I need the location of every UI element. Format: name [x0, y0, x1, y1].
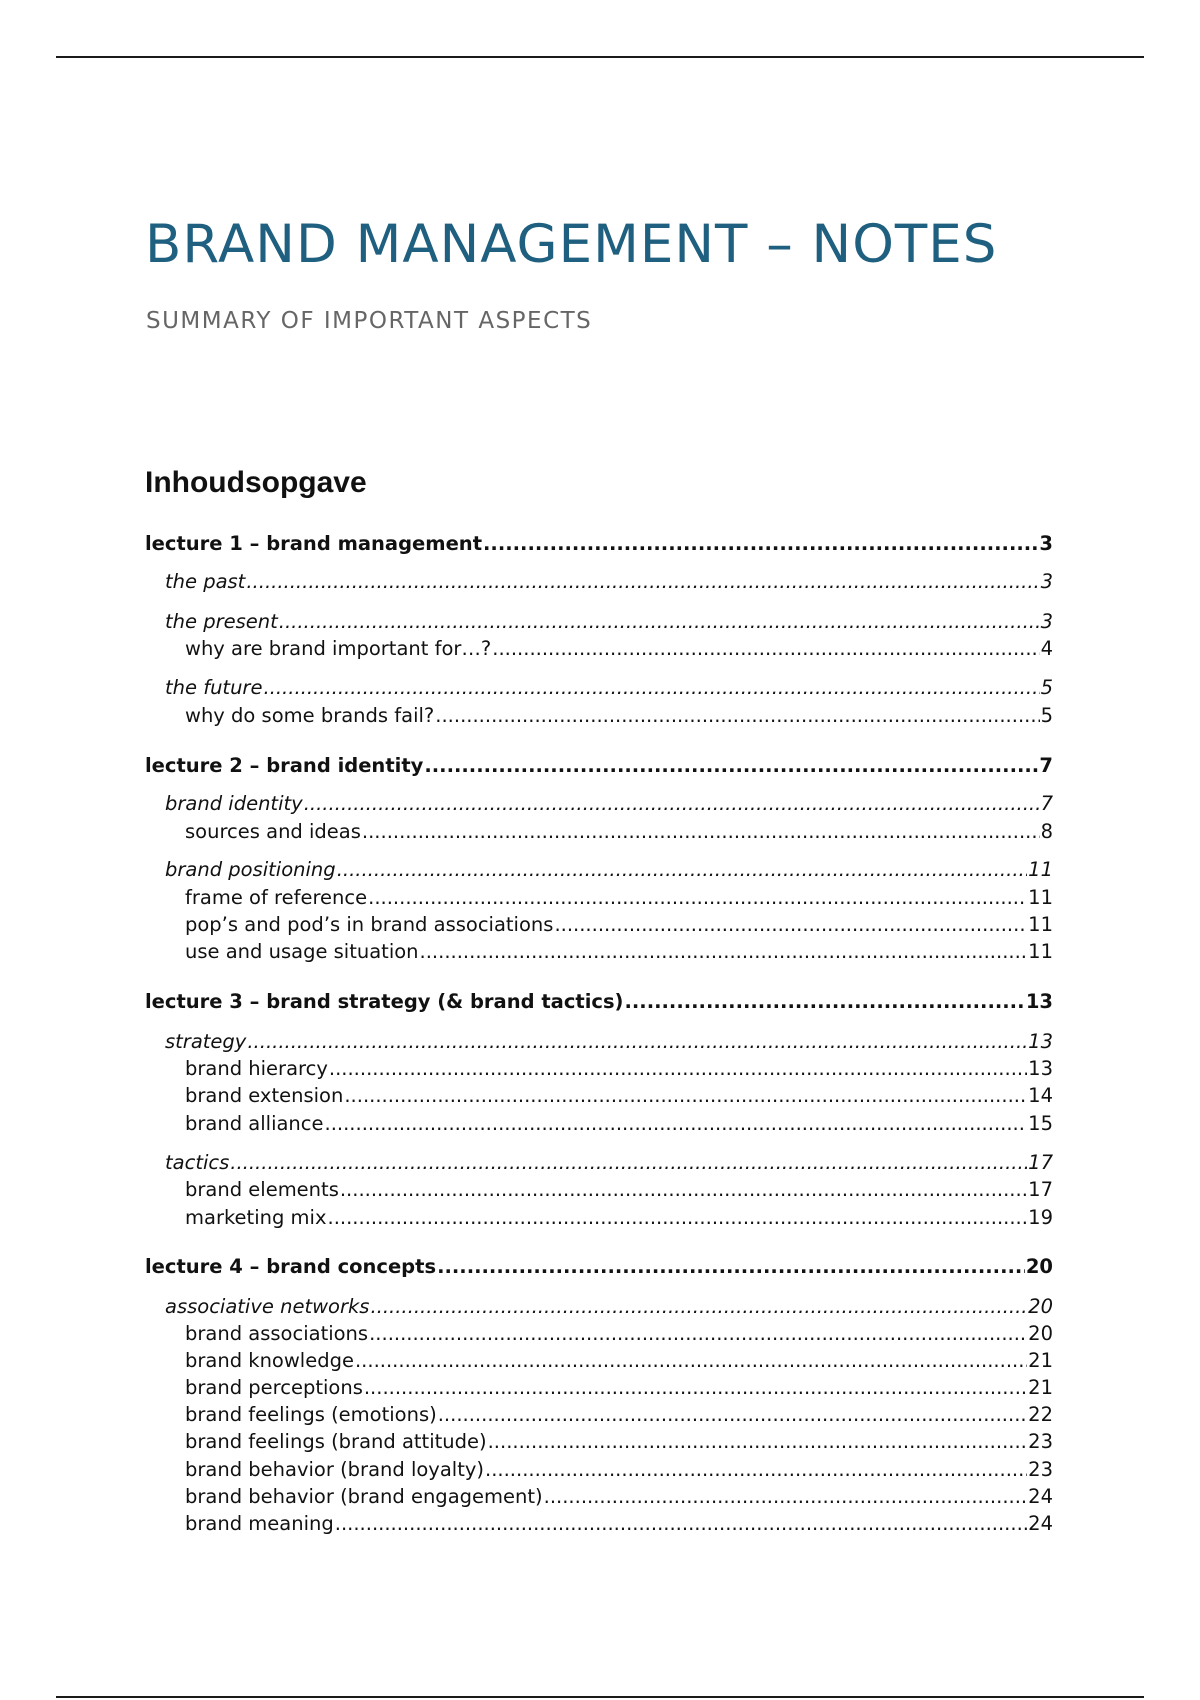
- toc-entry[interactable]: [145, 1348, 1053, 1374]
- toc-dot-leader: [328, 1205, 1028, 1231]
- toc-entry-page-number: 24: [1028, 1485, 1053, 1508]
- toc-entry[interactable]: [145, 1321, 1053, 1347]
- toc-dot-leader: [368, 885, 1027, 911]
- document-title: BRAND MANAGEMENT – NOTES: [145, 214, 998, 275]
- toc-entry[interactable]: [145, 1402, 1053, 1428]
- toc-entry-page-number: 13: [1025, 990, 1053, 1013]
- toc-dot-leader: [335, 1511, 1027, 1537]
- toc-dot-leader: [424, 753, 1038, 779]
- toc-entry-label: frame of reference: [185, 886, 368, 909]
- toc-entry[interactable]: [145, 1375, 1053, 1401]
- toc-dot-leader: [488, 1429, 1028, 1455]
- toc-dot-leader: [340, 1177, 1027, 1203]
- toc-dot-leader: [325, 1111, 1028, 1137]
- toc-dot-leader: [435, 703, 1039, 729]
- toc-dot-leader: [370, 1294, 1027, 1320]
- toc-entry-page-number: 14: [1028, 1084, 1053, 1107]
- toc-entry-page-number: 23: [1028, 1430, 1053, 1453]
- toc-entry-label: use and usage situation: [185, 940, 419, 963]
- toc-dot-leader: [344, 1083, 1027, 1109]
- toc-entry[interactable]: [145, 1205, 1053, 1231]
- toc-entry[interactable]: [145, 1429, 1053, 1455]
- toc-heading: Inhoudsopgave: [145, 466, 367, 499]
- toc-entry-page-number: 23: [1028, 1458, 1053, 1481]
- toc-entry[interactable]: [145, 1511, 1053, 1537]
- toc-entry[interactable]: [145, 1294, 1053, 1320]
- toc-dot-leader: [304, 791, 1040, 817]
- toc-entry-page-number: 13: [1028, 1030, 1053, 1053]
- toc-entry-label: the present: [165, 610, 278, 633]
- toc-entry[interactable]: [145, 675, 1053, 701]
- toc-entry-label: brand alliance: [185, 1112, 324, 1135]
- toc-dot-leader: [554, 912, 1027, 938]
- toc-dot-leader: [485, 1457, 1027, 1483]
- toc-dot-leader: [483, 531, 1038, 557]
- toc-entry-label: the future: [165, 676, 263, 699]
- toc-entry-page-number: 24: [1028, 1512, 1053, 1535]
- toc-entry-label: brand feelings (emotions): [185, 1403, 437, 1426]
- toc-entry-label: pop’s and pod’s in brand associations: [185, 913, 554, 936]
- toc-dot-leader: [369, 1321, 1027, 1347]
- toc-dot-leader: [624, 989, 1024, 1015]
- toc-entry[interactable]: [145, 989, 1053, 1015]
- toc-dot-leader: [362, 819, 1040, 845]
- toc-entry[interactable]: [145, 1056, 1053, 1082]
- toc-entry-page-number: 20: [1028, 1295, 1053, 1318]
- toc-entry[interactable]: [145, 1457, 1053, 1483]
- toc-entry-label: brand elements: [185, 1178, 339, 1201]
- toc-entry-label: why do some brands fail?: [185, 704, 435, 727]
- toc-entry[interactable]: [145, 1083, 1053, 1109]
- toc-entry-page-number: 3: [1040, 610, 1053, 633]
- toc-entry[interactable]: [145, 636, 1053, 662]
- toc-entry-page-number: 21: [1028, 1349, 1053, 1372]
- toc-entry[interactable]: [145, 609, 1053, 635]
- toc-dot-leader: [544, 1484, 1028, 1510]
- toc-entry[interactable]: [145, 857, 1053, 883]
- toc-entry-label: brand associations: [185, 1322, 369, 1345]
- toc-entry-page-number: 7: [1040, 792, 1053, 815]
- toc-dot-leader: [437, 1254, 1025, 1280]
- toc-entry-page-number: 20: [1025, 1255, 1053, 1278]
- toc-entry[interactable]: [145, 1029, 1053, 1055]
- toc-dot-leader: [337, 857, 1027, 883]
- toc-entry-page-number: 8: [1040, 820, 1053, 843]
- toc-entry-label: brand hierarcy: [185, 1057, 328, 1080]
- toc-dot-leader: [230, 1150, 1027, 1176]
- toc-entry-label: brand meaning: [185, 1512, 334, 1535]
- footer-rule: [56, 1696, 1144, 1698]
- toc-entry-page-number: 7: [1039, 754, 1053, 777]
- toc-dot-leader: [263, 675, 1039, 701]
- toc-entry-page-number: 15: [1028, 1112, 1053, 1135]
- toc-entry[interactable]: [145, 819, 1053, 845]
- toc-entry-label: strategy: [165, 1030, 247, 1053]
- toc-entry[interactable]: [145, 753, 1053, 779]
- toc-dot-leader: [355, 1348, 1027, 1374]
- toc-entry-page-number: 11: [1028, 940, 1053, 963]
- toc-entry[interactable]: [145, 912, 1053, 938]
- toc-dot-leader: [420, 939, 1028, 965]
- toc-entry[interactable]: [145, 1111, 1053, 1137]
- toc-dot-leader: [246, 569, 1039, 595]
- toc-entry[interactable]: [145, 703, 1053, 729]
- toc-entry-label: lecture 3 – brand strategy (& brand tactics): [145, 990, 624, 1013]
- toc-entry[interactable]: [145, 939, 1053, 965]
- toc-entry[interactable]: [145, 1150, 1053, 1176]
- toc-entry-page-number: 17: [1028, 1151, 1053, 1174]
- toc-entry[interactable]: [145, 1484, 1053, 1510]
- header-rule: [56, 56, 1144, 58]
- toc-entry-page-number: 11: [1028, 886, 1053, 909]
- toc-entry-page-number: 21: [1028, 1376, 1053, 1399]
- toc-entry-page-number: 3: [1039, 532, 1053, 555]
- toc-entry-page-number: 11: [1028, 858, 1053, 881]
- toc-entry[interactable]: [145, 569, 1053, 595]
- toc-entry-label: why are brand important for…?: [185, 637, 492, 660]
- toc-entry[interactable]: [145, 791, 1053, 817]
- toc-dot-leader: [279, 609, 1040, 635]
- toc-entry-label: lecture 4 – brand concepts: [145, 1255, 437, 1278]
- toc-entry-page-number: 19: [1028, 1206, 1053, 1229]
- toc-entry-label: brand knowledge: [185, 1349, 354, 1372]
- toc-entry-label: brand extension: [185, 1084, 344, 1107]
- toc-entry-label: brand perceptions: [185, 1376, 363, 1399]
- toc-entry-page-number: 11: [1028, 913, 1053, 936]
- toc-entry-page-number: 3: [1040, 570, 1053, 593]
- toc-entry-page-number: 5: [1040, 704, 1053, 727]
- toc-dot-leader: [492, 636, 1039, 662]
- toc-entry-label: brand identity: [165, 792, 303, 815]
- toc-entry-label: the past: [165, 570, 246, 593]
- toc-entry-label: marketing mix: [185, 1206, 327, 1229]
- toc-entry-page-number: 4: [1040, 637, 1053, 660]
- toc-entry[interactable]: [145, 1254, 1053, 1280]
- toc-entry-label: brand behavior (brand loyalty): [185, 1458, 485, 1481]
- toc-entry-label: lecture 2 – brand identity: [145, 754, 424, 777]
- toc-entry-page-number: 20: [1028, 1322, 1053, 1345]
- toc-dot-leader: [247, 1029, 1027, 1055]
- toc-entry-label: brand behavior (brand engagement): [185, 1485, 543, 1508]
- document-subtitle: SUMMARY OF IMPORTANT ASPECTS: [146, 308, 593, 334]
- toc-entry-page-number: 17: [1028, 1178, 1053, 1201]
- toc-entry-page-number: 22: [1028, 1403, 1053, 1426]
- toc-entry-label: tactics: [165, 1151, 230, 1174]
- toc-entry[interactable]: [145, 1177, 1053, 1203]
- toc-dot-leader: [364, 1375, 1027, 1401]
- toc-entry[interactable]: [145, 531, 1053, 557]
- toc-dot-leader: [329, 1056, 1027, 1082]
- toc-entry-label: associative networks: [165, 1295, 370, 1318]
- toc-entry-label: sources and ideas: [185, 820, 361, 843]
- toc-entry-label: lecture 1 – brand management: [145, 532, 483, 555]
- toc-entry-page-number: 13: [1028, 1057, 1053, 1080]
- toc-entry-page-number: 5: [1040, 676, 1053, 699]
- toc-dot-leader: [438, 1402, 1027, 1428]
- toc-entry-label: brand feelings (brand attitude): [185, 1430, 487, 1453]
- toc-entry[interactable]: [145, 885, 1053, 911]
- toc-entry-label: brand positioning: [165, 858, 336, 881]
